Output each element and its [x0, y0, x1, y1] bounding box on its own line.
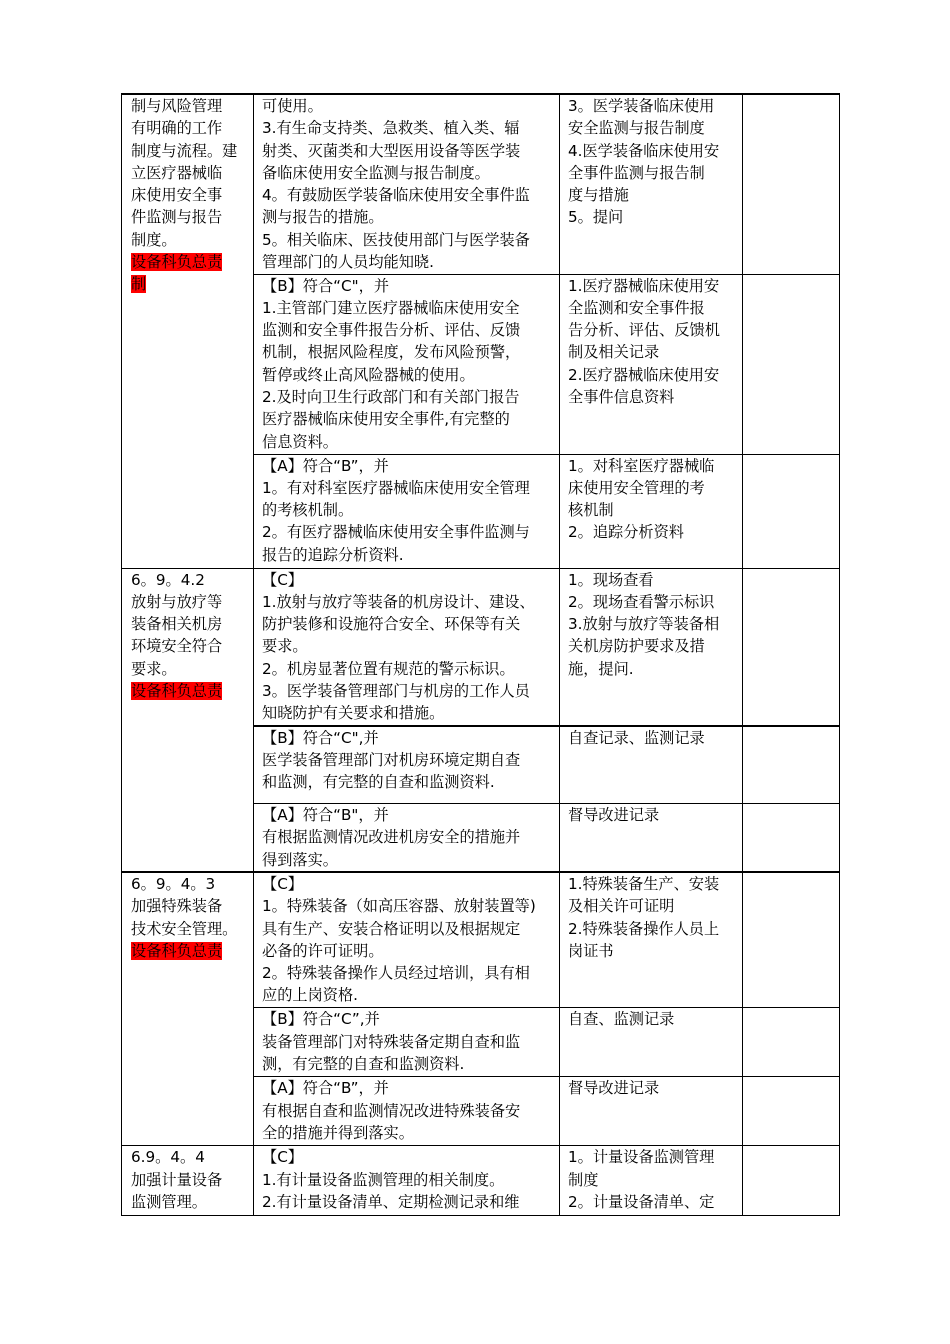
text-line: 4。有鼓励医学装备临床使用安全事件监 — [262, 186, 530, 205]
score-cell — [743, 1008, 840, 1077]
table-row — [122, 1146, 840, 1216]
responsibility-tag: 设备科负总责 — [131, 253, 223, 272]
text-line: 【A】符合“B”，并 — [262, 456, 389, 475]
text-line: 全事件信息资料 — [568, 387, 675, 406]
method-cell — [560, 274, 743, 454]
text-line: 2。有医疗器械临床使用安全事件监测与 — [262, 523, 530, 542]
text-line: 1。有对科室医疗器械临床使用安全管理 — [262, 478, 530, 497]
criteria-cell — [254, 1146, 560, 1216]
score-cell — [743, 274, 840, 454]
text-line: 要求。 — [131, 659, 177, 678]
text-line: 2。机房显著位置有规范的警示标识。 — [262, 659, 515, 678]
score-cell — [743, 804, 840, 872]
text-line: 加强特殊装备 — [131, 897, 223, 916]
text-line: 监测和安全事件报告分析、评估、反馈 — [262, 321, 521, 340]
method-cell — [560, 872, 743, 1008]
text-line: 2.及时向卫生行政部门和有关部门报告 — [262, 387, 520, 406]
text-line: 1。现场查看 — [568, 570, 654, 589]
text-line: 制度 — [568, 1170, 599, 1189]
text-line: 监测管理。 — [131, 1193, 207, 1212]
criteria-cell — [254, 1008, 560, 1077]
method-cell — [560, 94, 743, 274]
text-line: 得到落实。 — [262, 850, 338, 869]
score-cell — [743, 94, 840, 274]
criteria-cell — [254, 454, 560, 568]
criteria-cell — [254, 94, 560, 274]
text-line: 2。追踪分析资料 — [568, 523, 684, 542]
score-cell — [743, 454, 840, 568]
text-line: 应的上岗资格. — [262, 986, 358, 1005]
text-line: 环境安全符合 — [131, 637, 223, 656]
text-line: 技术安全管理。 — [131, 919, 238, 938]
table-row — [122, 568, 840, 726]
criteria-cell — [254, 872, 560, 1008]
responsibility-tag-line — [131, 680, 250, 702]
text-line: 5。提问 — [568, 208, 624, 227]
method-cell — [560, 1077, 743, 1146]
text-line: 督导改进记录 — [568, 806, 660, 825]
text-line: 射类、灭菌类和大型医用设备等医学装 — [262, 141, 521, 160]
text-line: 暂停或终止高风险器械的使用。 — [262, 365, 475, 384]
responsibility-tag: 设备科负总责 — [131, 681, 223, 700]
text-line: 和监测，有完整的自查和监测资料. — [262, 773, 495, 792]
text-line: 【A】符合“B"，并 — [262, 806, 389, 825]
method-cell — [560, 454, 743, 568]
text-line: 3。医学装备管理部门与机房的工作人员 — [262, 681, 530, 700]
text-line: 及相关许可证明 — [568, 897, 675, 916]
text-line: 有根据自查和监测情况改进特殊装备安 — [262, 1101, 521, 1120]
text-line: 放射与放疗等 — [131, 592, 223, 611]
text-line: 信息资料。 — [262, 432, 338, 451]
text-line: 2。特殊装备操作人员经过培训，具有相 — [262, 964, 530, 983]
text-line: 【C】 — [262, 1148, 303, 1167]
text-line: 自查、监测记录 — [568, 1010, 675, 1029]
text-line: 【B】符合“C"，并 — [262, 276, 390, 295]
text-line: 要求。 — [262, 637, 308, 656]
text-line: 3.有生命支持类、急救类、植入类、辐 — [262, 119, 520, 138]
text-line: 有根据监测情况改进机房安全的措施并 — [262, 828, 521, 847]
text-line: 可使用。 — [262, 97, 323, 115]
text-line: 备临床使用安全监测与报告制度。 — [262, 163, 490, 182]
responsibility-tag-line — [131, 273, 250, 295]
text-line: 1.放射与放疗等装备的机房设计、建设、 — [262, 592, 535, 611]
text-line: 2.有计量设备清单、定期检测记录和维 — [262, 1193, 520, 1212]
text-line: 【B】符合“C”,并 — [262, 1010, 380, 1029]
text-line: 1.医疗器械临床使用安 — [568, 276, 720, 295]
text-line: 核机制 — [568, 501, 614, 520]
method-cell — [560, 1146, 743, 1216]
text-line: 测，有完整的自查和监测资料. — [262, 1055, 465, 1074]
method-cell — [560, 1008, 743, 1077]
item-cell — [122, 1146, 254, 1216]
text-line: 4.医学装备临床使用安 — [568, 141, 720, 160]
text-line: 管理部门的人员均能知晓. — [262, 253, 434, 272]
text-line: 件监测与报告 — [131, 208, 223, 227]
text-line: 6。9。4。3 — [131, 874, 216, 893]
text-line: 督导改进记录 — [568, 1079, 660, 1098]
text-line: 自查记录、监测记录 — [568, 728, 705, 747]
text-line: 【C】 — [262, 874, 303, 893]
method-cell — [560, 804, 743, 872]
text-line: 岗证书 — [568, 941, 614, 960]
text-line: 2.特殊装备操作人员上 — [568, 919, 720, 938]
text-line: 制度与流程。建 — [131, 141, 238, 160]
criteria-cell — [254, 726, 560, 804]
text-line: 1.有计量设备监测管理的相关制度。 — [262, 1170, 505, 1189]
item-cell — [122, 872, 254, 1146]
text-line: 制度。 — [131, 230, 177, 249]
responsibility-tag: 制 — [131, 275, 147, 294]
score-cell — [743, 568, 840, 726]
text-line: 【C】 — [262, 570, 303, 589]
text-line: 5。相关临床、医技使用部门与医学装备 — [262, 230, 530, 249]
text-line: 全的措施并得到落实。 — [262, 1124, 414, 1143]
score-cell — [743, 726, 840, 804]
table-row — [122, 872, 840, 1008]
text-line: 施，提问. — [568, 659, 634, 678]
text-line: 防护装修和设施符合安全、环保等有关 — [262, 615, 521, 634]
text-line: 1.特殊装备生产、安装 — [568, 874, 720, 893]
text-line: 【A】符合“B”，并 — [262, 1079, 389, 1098]
text-line: 关机房防护要求及措 — [568, 637, 705, 656]
text-line: 的考核机制。 — [262, 501, 354, 520]
text-line: 制及相关记录 — [568, 343, 660, 362]
text-line: 必备的许可证明。 — [262, 941, 384, 960]
text-line: 具有生产、安装合格证明以及根据规定 — [262, 919, 521, 938]
text-line: 加强计量设备 — [131, 1170, 223, 1189]
text-line: 2.医疗器械临床使用安 — [568, 365, 720, 384]
text-line: 测与报告的措施。 — [262, 208, 384, 227]
text-line: 制与风险管理 — [131, 97, 223, 115]
text-line: 1.主管部门建立医疗器械临床使用安全 — [262, 298, 520, 317]
responsibility-tag: 设备科负总责 — [131, 941, 223, 960]
text-line: 床使用安全事 — [131, 186, 223, 205]
text-line: 床使用安全管理的考 — [568, 478, 705, 497]
text-line: 立医疗器械临 — [131, 163, 223, 182]
criteria-cell — [254, 568, 560, 726]
criteria-cell — [254, 804, 560, 872]
text-line: 6.9。4。4 — [131, 1148, 205, 1167]
responsibility-tag-line — [131, 940, 250, 962]
score-cell — [743, 1077, 840, 1146]
method-cell — [560, 726, 743, 804]
score-cell — [743, 872, 840, 1008]
text-line: 装备相关机房 — [131, 615, 223, 634]
text-line: 有明确的工作 — [131, 119, 223, 138]
text-line: 2。现场查看警示标识 — [568, 592, 715, 611]
criteria-cell — [254, 274, 560, 454]
item-cell — [122, 94, 254, 568]
text-line: 3.放射与放疗等装备相 — [568, 615, 720, 634]
standards-table — [121, 93, 840, 1216]
text-line: 【B】符合“C",并 — [262, 728, 379, 747]
text-line: 1。特殊装备（如高压容器、放射装置等) — [262, 897, 536, 916]
method-cell — [560, 568, 743, 726]
text-line: 1。计量设备监测管理 — [568, 1148, 715, 1167]
text-line: 安全监测与报告制度 — [568, 119, 705, 138]
text-line: 6。9。4.2 — [131, 570, 205, 589]
table-row — [122, 94, 840, 274]
text-line: 装备管理部门对特殊装备定期自查和监 — [262, 1032, 521, 1051]
text-line: 1。对科室医疗器械临 — [568, 456, 715, 475]
text-line: 机制，根据风险程度，发布风险预警， — [262, 343, 521, 362]
text-line: 医疗器械临床使用安全事件,有完整的 — [262, 410, 510, 429]
text-line: 告分析、评估、反馈机 — [568, 321, 720, 340]
score-cell — [743, 1146, 840, 1216]
responsibility-tag-line — [131, 251, 250, 273]
item-cell — [122, 568, 254, 872]
text-line: 2。计量设备清单、定 — [568, 1193, 715, 1212]
text-line: 全事件监测与报告制 — [568, 163, 705, 182]
text-line: 报告的追踪分析资料. — [262, 545, 404, 564]
text-line: 知晓防护有关要求和措施。 — [262, 704, 445, 723]
text-line: 度与措施 — [568, 186, 629, 205]
text-line: 医学装备管理部门对机房环境定期自查 — [262, 750, 521, 769]
text-line: 全监测和安全事件报 — [568, 298, 705, 317]
text-line: 3。医学装备临床使用 — [568, 97, 715, 115]
criteria-cell — [254, 1077, 560, 1146]
